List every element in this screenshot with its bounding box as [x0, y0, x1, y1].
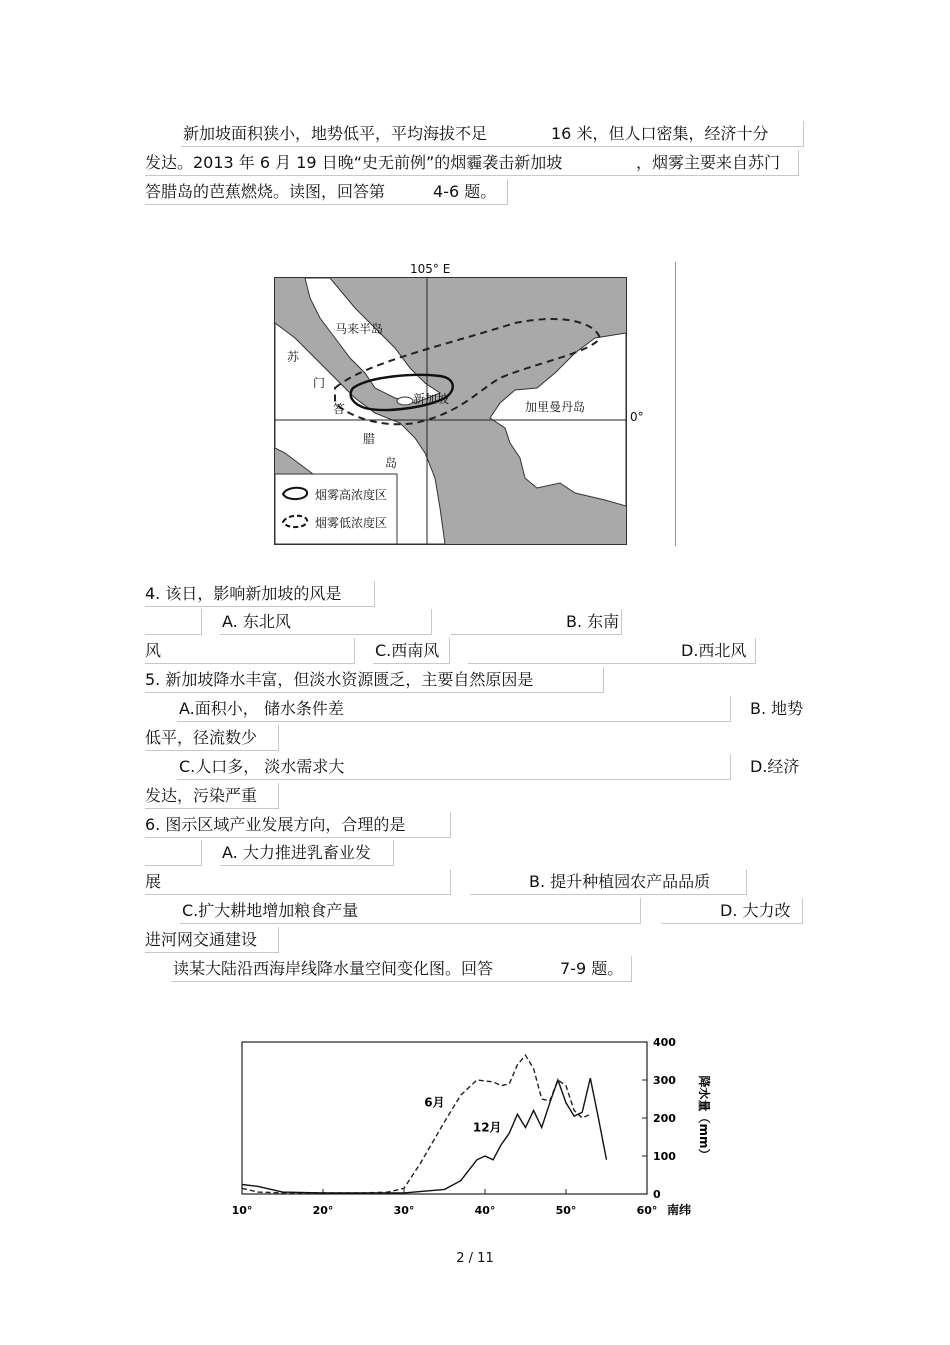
q5-option-d: D.经济 [750, 757, 800, 776]
q4-option-c: C.西南风 [375, 641, 440, 660]
smog-map [274, 277, 627, 545]
map-label-da: 答 [333, 402, 346, 416]
q6-stem: 6. 图示区域产业发展方向，合理的是 [145, 815, 406, 834]
x-tick-label: 10° [231, 1204, 253, 1217]
q5-option-d-cont: 发达，污染严重 [145, 786, 258, 805]
q6-option-c: C.扩大耕地增加粮食产量 [182, 901, 359, 920]
q6-option-a-cont: 展 [145, 872, 162, 891]
q4-stem: 4. 该日，影响新加坡的风是 [145, 584, 342, 603]
q4-option-b: B. 东南 [566, 612, 620, 631]
q5-option-a: A.面积小， 储水条件差 [179, 699, 344, 718]
series-june-line [242, 1055, 590, 1193]
y-axis-label: 降水量（mm） [697, 1075, 711, 1161]
x-tick-label: 50° [555, 1204, 577, 1217]
intro2-a: 读某大陆沿西海岸线降水量空间变化图。回答 [173, 959, 494, 978]
precip-chart-svg [230, 1030, 730, 1230]
y-tick-label: 400 [653, 1036, 676, 1049]
q6-option-a: A. 大力推进乳畜业发 [222, 843, 371, 862]
intro1-line2b: ，烟雾主要来自苏门 [636, 153, 781, 172]
q5-stem: 5. 新加坡降水丰富，但淡水资源匮乏，主要自然原因是 [145, 670, 534, 689]
series-june-label: 6月 [424, 1095, 445, 1110]
map-label-dao: 岛 [385, 456, 398, 470]
plot-frame [242, 1042, 647, 1194]
intro1-line1: 新加坡面积狭小，地势低平，平均海拔不足 [183, 124, 488, 143]
intro1-line2a: 发达。2013 年 6 月 19 日晚“史无前例”的烟霾袭击新加坡 [145, 153, 563, 172]
intro2-b: 7-9 题。 [560, 959, 624, 978]
map-label-singapore: 新加坡 [413, 392, 450, 406]
q6-option-d-cont: 进河网交通建设 [145, 930, 258, 949]
x-tick-label: 30° [393, 1204, 415, 1217]
x-axis-label: 南纬 [667, 1203, 692, 1217]
intro1-line3b: 4-6 题。 [433, 182, 497, 201]
y-tick-label: 100 [653, 1150, 676, 1163]
map-label-su: 苏 [287, 350, 300, 364]
intro1-line3a: 答腊岛的芭蕉燃烧。读图，回答第 [145, 182, 386, 201]
map-label-la: 腊 [363, 432, 376, 446]
page-number: 2 / 11 [456, 1251, 494, 1266]
q6-option-b: B. 提升种植园农产品品质 [529, 872, 711, 891]
intro1-line1-num: 16 米，但人口密集，经济十分 [551, 124, 769, 143]
x-tick-label: 40° [474, 1204, 496, 1217]
map-label-malay: 马来半岛 [335, 322, 384, 336]
map-label-kalimantan: 加里曼丹岛 [525, 400, 586, 414]
x-tick-label: 60° [636, 1204, 658, 1217]
q5-option-b: B. 地势 [750, 699, 804, 718]
map-label-men: 门 [313, 376, 326, 390]
q4-option-a: A. 东北风 [222, 612, 291, 631]
map-meridian-label: 105° E [410, 262, 451, 276]
q5-option-b-cont: 低平，径流数少 [145, 728, 258, 747]
legend-high: 烟雾高浓度区 [315, 488, 388, 502]
q4-option-b-cont: 风 [145, 641, 162, 660]
precip-chart [230, 1030, 730, 1234]
map-equator-label: 0° [630, 410, 644, 424]
q5-option-c: C.人口多， 淡水需求大 [179, 757, 345, 776]
legend-low: 烟雾低浓度区 [315, 516, 388, 530]
q4-option-d: D.西北风 [681, 641, 747, 660]
x-tick-label: 20° [312, 1204, 334, 1217]
y-tick-label: 200 [653, 1112, 676, 1125]
y-tick-label: 300 [653, 1074, 676, 1087]
q6-option-d: D. 大力改 [720, 901, 791, 920]
series-december-label: 12月 [472, 1120, 502, 1135]
y-tick-label: 0 [653, 1188, 661, 1201]
